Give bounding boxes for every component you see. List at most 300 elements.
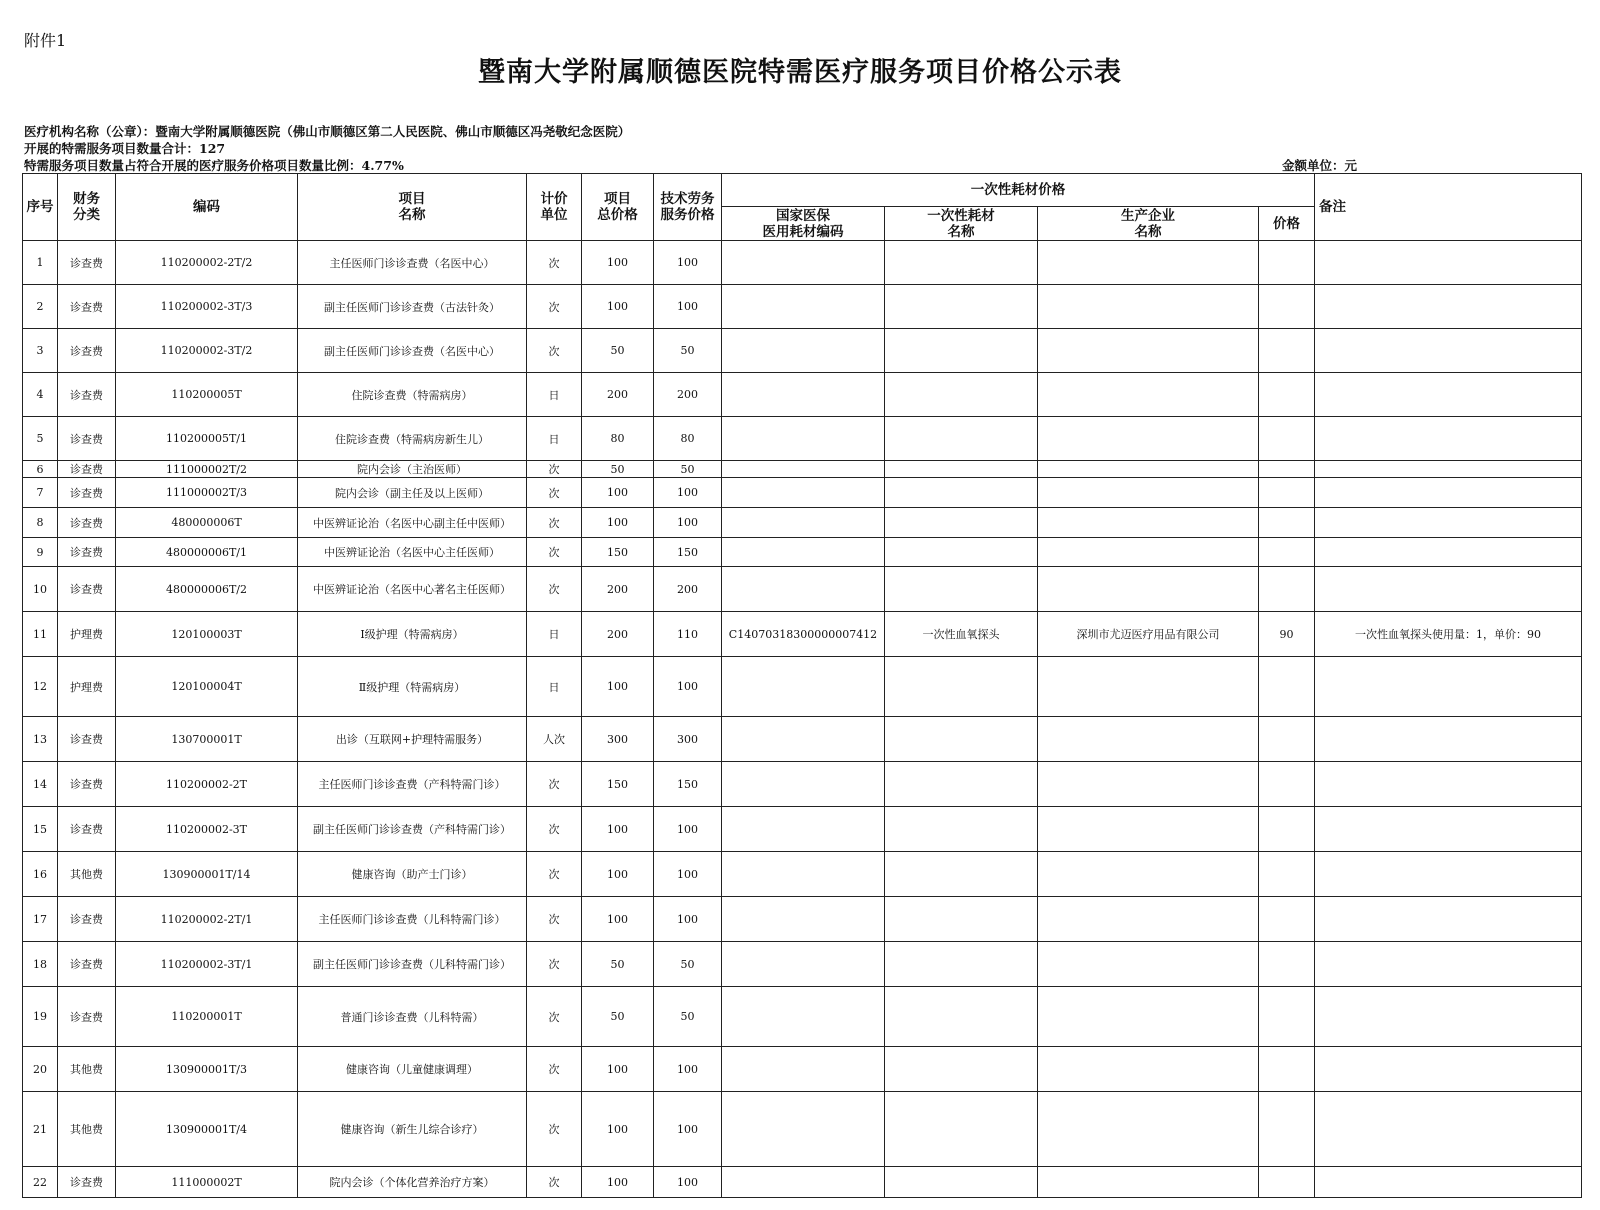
cell-category: 诊查费: [58, 897, 116, 942]
cell-category: 其他费: [58, 1047, 116, 1092]
cell-labor-price: 50: [654, 461, 722, 478]
cell-seq: 12: [23, 657, 58, 717]
item-count: 开展的特需服务项目数量合计：127: [24, 141, 226, 156]
cell-labor-price: 150: [654, 538, 722, 567]
cell-total-price: 100: [582, 807, 654, 852]
table-row: [23, 241, 1582, 285]
cell-remark: [1315, 478, 1582, 508]
cell-code: 120100004T: [116, 657, 298, 717]
cell-unit: 次: [527, 1092, 582, 1167]
cell-manufacturer: [1038, 417, 1259, 461]
cell-manufacturer: [1038, 717, 1259, 762]
cell-seq: 6: [23, 461, 58, 478]
cell-consumable-price: [1259, 717, 1315, 762]
cell-consumable-code: [722, 1047, 885, 1092]
cell-labor-price: 50: [654, 329, 722, 373]
cell-consumable-price: 90: [1259, 612, 1315, 657]
cell-total-price: 100: [582, 1092, 654, 1167]
cell-seq: 11: [23, 612, 58, 657]
cell-total-price: 300: [582, 717, 654, 762]
cell-labor-price: 150: [654, 762, 722, 807]
cell-consumable-code: [722, 538, 885, 567]
cell-manufacturer: [1038, 852, 1259, 897]
cell-remark: [1315, 461, 1582, 478]
cell-item-name: 中医辨证论治（名医中心著名主任医师）: [298, 567, 527, 612]
cell-code: 111000002T/2: [116, 461, 298, 478]
cell-code: 110200002-2T: [116, 762, 298, 807]
cell-category: 诊查费: [58, 461, 116, 478]
cell-consumable-name: [885, 897, 1038, 942]
cell-total-price: 150: [582, 538, 654, 567]
cell-item-name: 健康咨询（助产士门诊）: [298, 852, 527, 897]
cell-remark: [1315, 762, 1582, 807]
cell-consumable-code: [722, 461, 885, 478]
cell-total-price: 100: [582, 508, 654, 538]
cell-consumable-name: [885, 987, 1038, 1047]
cell-remark: [1315, 807, 1582, 852]
cell-remark: [1315, 567, 1582, 612]
cell-seq: 1: [23, 241, 58, 285]
cell-remark: [1315, 508, 1582, 538]
cell-remark: [1315, 417, 1582, 461]
cell-total-price: 200: [582, 373, 654, 417]
price-table: [22, 173, 1582, 1198]
cell-labor-price: 200: [654, 567, 722, 612]
header-item-name: 项目 名称: [298, 174, 527, 241]
cell-manufacturer: [1038, 461, 1259, 478]
cell-item-name: 住院诊查费（特需病房新生儿）: [298, 417, 527, 461]
cell-consumable-price: [1259, 417, 1315, 461]
cell-code: 110200002-3T: [116, 807, 298, 852]
table-row: [23, 567, 1582, 612]
cell-consumable-name: [885, 478, 1038, 508]
cell-manufacturer: [1038, 1092, 1259, 1167]
cell-consumable-name: [885, 241, 1038, 285]
table-row: [23, 807, 1582, 852]
cell-unit: 次: [527, 1167, 582, 1198]
cell-consumable-name: [885, 1047, 1038, 1092]
cell-manufacturer: [1038, 508, 1259, 538]
cell-consumable-name: [885, 657, 1038, 717]
cell-manufacturer: [1038, 807, 1259, 852]
cell-consumable-code: [722, 329, 885, 373]
table-row: [23, 1167, 1582, 1198]
item-ratio: 特需服务项目数量占符合开展的医疗服务价格项目数量比例：4.77%: [24, 158, 404, 173]
cell-unit: 人次: [527, 717, 582, 762]
cell-category: 其他费: [58, 852, 116, 897]
cell-unit: 日: [527, 417, 582, 461]
cell-code: 110200002-3T/3: [116, 285, 298, 329]
cell-code: 110200002-3T/1: [116, 942, 298, 987]
cell-total-price: 100: [582, 897, 654, 942]
cell-unit: 次: [527, 285, 582, 329]
cell-consumable-price: [1259, 478, 1315, 508]
cell-item-name: 健康咨询（儿童健康调理）: [298, 1047, 527, 1092]
cell-consumable-name: [885, 1167, 1038, 1198]
table-row: [23, 538, 1582, 567]
cell-seq: 8: [23, 508, 58, 538]
cell-consumable-price: [1259, 241, 1315, 285]
cell-item-name: 健康咨询（新生儿综合诊疗）: [298, 1092, 527, 1167]
header-consumables: 一次性耗材价格: [722, 174, 1315, 207]
cell-labor-price: 50: [654, 942, 722, 987]
cell-consumable-price: [1259, 1167, 1315, 1198]
cell-code: 110200002-2T/1: [116, 897, 298, 942]
cell-consumable-code: [722, 807, 885, 852]
cell-consumable-price: [1259, 461, 1315, 478]
cell-total-price: 100: [582, 285, 654, 329]
cell-consumable-code: [722, 478, 885, 508]
table-row: [23, 1092, 1582, 1167]
cell-remark: [1315, 657, 1582, 717]
cell-code: 120100003T: [116, 612, 298, 657]
table-row: [23, 1047, 1582, 1092]
cell-manufacturer: [1038, 478, 1259, 508]
table-row: [23, 717, 1582, 762]
cell-seq: 9: [23, 538, 58, 567]
table-row: [23, 417, 1582, 461]
cell-remark: [1315, 1167, 1582, 1198]
header-code: 编码: [116, 174, 298, 241]
cell-seq: 14: [23, 762, 58, 807]
cell-labor-price: 110: [654, 612, 722, 657]
cell-remark: [1315, 241, 1582, 285]
cell-total-price: 100: [582, 478, 654, 508]
table-row: [23, 461, 1582, 478]
cell-consumable-name: [885, 373, 1038, 417]
cell-consumable-code: [722, 567, 885, 612]
cell-consumable-price: [1259, 657, 1315, 717]
cell-consumable-name: [885, 717, 1038, 762]
cell-seq: 19: [23, 987, 58, 1047]
cell-total-price: 200: [582, 567, 654, 612]
cell-labor-price: 100: [654, 241, 722, 285]
cell-seq: 18: [23, 942, 58, 987]
cell-unit: 次: [527, 762, 582, 807]
table-row: [23, 897, 1582, 942]
cell-seq: 20: [23, 1047, 58, 1092]
cell-consumable-code: [722, 657, 885, 717]
cell-consumable-price: [1259, 373, 1315, 417]
cell-category: 诊查费: [58, 717, 116, 762]
cell-remark: [1315, 285, 1582, 329]
cell-category: 诊查费: [58, 329, 116, 373]
cell-unit: 次: [527, 538, 582, 567]
cell-consumable-code: [722, 762, 885, 807]
cell-seq: 17: [23, 897, 58, 942]
cell-seq: 21: [23, 1092, 58, 1167]
cell-code: 130900001T/14: [116, 852, 298, 897]
cell-manufacturer: [1038, 538, 1259, 567]
cell-seq: 3: [23, 329, 58, 373]
cell-manufacturer: [1038, 897, 1259, 942]
cell-remark: [1315, 897, 1582, 942]
cell-category: 诊查费: [58, 285, 116, 329]
cell-total-price: 100: [582, 852, 654, 897]
header-unit: 计价 单位: [527, 174, 582, 241]
cell-consumable-code: [722, 1167, 885, 1198]
cell-manufacturer: [1038, 329, 1259, 373]
table-row: [23, 478, 1582, 508]
cell-total-price: 150: [582, 762, 654, 807]
cell-unit: 日: [527, 657, 582, 717]
header-seq: 序号: [23, 174, 58, 241]
cell-seq: 5: [23, 417, 58, 461]
cell-labor-price: 80: [654, 417, 722, 461]
cell-code: 110200002-2T/2: [116, 241, 298, 285]
cell-consumable-code: [722, 373, 885, 417]
table-row: [23, 987, 1582, 1047]
cell-item-name: Ⅰ级护理（特需病房）: [298, 612, 527, 657]
cell-labor-price: 100: [654, 285, 722, 329]
cell-labor-price: 100: [654, 657, 722, 717]
page-title: 暨南大学附属顺德医院特需医疗服务项目价格公示表: [478, 57, 1122, 88]
cell-remark: [1315, 717, 1582, 762]
cell-labor-price: 100: [654, 897, 722, 942]
cell-seq: 13: [23, 717, 58, 762]
cell-consumable-code: [722, 508, 885, 538]
cell-consumable-price: [1259, 1092, 1315, 1167]
cell-total-price: 50: [582, 461, 654, 478]
cell-item-name: 院内会诊（主治医师）: [298, 461, 527, 478]
table-row: [23, 942, 1582, 987]
cell-item-name: 中医辨证论治（名医中心副主任中医师）: [298, 508, 527, 538]
cell-manufacturer: [1038, 567, 1259, 612]
cell-item-name: 副主任医师门诊诊查费（古法针灸）: [298, 285, 527, 329]
cell-labor-price: 100: [654, 478, 722, 508]
cell-manufacturer: [1038, 657, 1259, 717]
table-row: [23, 762, 1582, 807]
cell-consumable-code: [722, 417, 885, 461]
header-remark: 备注: [1315, 174, 1582, 241]
cell-category: 其他费: [58, 1092, 116, 1167]
cell-consumable-name: [885, 567, 1038, 612]
cell-seq: 16: [23, 852, 58, 897]
cell-consumable-code: [722, 241, 885, 285]
cell-unit: 次: [527, 987, 582, 1047]
cell-remark: [1315, 373, 1582, 417]
cell-item-name: 主任医师门诊诊查费（儿科特需门诊）: [298, 897, 527, 942]
cell-consumable-name: [885, 942, 1038, 987]
cell-category: 诊查费: [58, 417, 116, 461]
cell-manufacturer: [1038, 1047, 1259, 1092]
cell-consumable-code: [722, 717, 885, 762]
cell-item-name: 院内会诊（个体化营养治疗方案）: [298, 1167, 527, 1198]
cell-item-name: 出诊（互联网+护理特需服务）: [298, 717, 527, 762]
cell-code: 130900001T/3: [116, 1047, 298, 1092]
institution-name: 医疗机构名称（公章）：暨南大学附属顺德医院（佛山市顺德区第二人民医院、佛山市顺德区冯尧敬纪念医院）: [24, 124, 631, 139]
cell-remark: [1315, 1047, 1582, 1092]
cell-item-name: 普通门诊诊查费（儿科特需）: [298, 987, 527, 1047]
cell-unit: 日: [527, 612, 582, 657]
cell-unit: 次: [527, 508, 582, 538]
cell-total-price: 100: [582, 657, 654, 717]
cell-item-name: Ⅱ级护理（特需病房）: [298, 657, 527, 717]
cell-item-name: 主任医师门诊诊查费（产科特需门诊）: [298, 762, 527, 807]
cell-code: 110200001T: [116, 987, 298, 1047]
cell-total-price: 50: [582, 942, 654, 987]
cell-consumable-price: [1259, 897, 1315, 942]
cell-consumable-code: [722, 1092, 885, 1167]
cell-labor-price: 200: [654, 373, 722, 417]
cell-total-price: 100: [582, 241, 654, 285]
cell-unit: 次: [527, 567, 582, 612]
cell-category: 诊查费: [58, 942, 116, 987]
cell-seq: 15: [23, 807, 58, 852]
cell-item-name: 住院诊查费（特需病房）: [298, 373, 527, 417]
currency-unit: 金额单位：元: [1282, 158, 1358, 173]
cell-consumable-price: [1259, 942, 1315, 987]
cell-item-name: 副主任医师门诊诊查费（名医中心）: [298, 329, 527, 373]
cell-consumable-name: [885, 508, 1038, 538]
cell-consumable-price: [1259, 1047, 1315, 1092]
cell-remark: [1315, 329, 1582, 373]
cell-code: 130900001T/4: [116, 1092, 298, 1167]
cell-consumable-price: [1259, 508, 1315, 538]
cell-consumable-name: [885, 285, 1038, 329]
cell-consumable-name: [885, 762, 1038, 807]
cell-category: 诊查费: [58, 373, 116, 417]
cell-category: 诊查费: [58, 478, 116, 508]
cell-manufacturer: [1038, 285, 1259, 329]
cell-labor-price: 100: [654, 1047, 722, 1092]
table-row: [23, 373, 1582, 417]
cell-manufacturer: [1038, 1167, 1259, 1198]
cell-remark: [1315, 942, 1582, 987]
table-row: [23, 852, 1582, 897]
cell-category: 诊查费: [58, 538, 116, 567]
cell-code: 110200005T/1: [116, 417, 298, 461]
cell-remark: [1315, 852, 1582, 897]
cell-unit: 次: [527, 897, 582, 942]
cell-remark: [1315, 987, 1582, 1047]
cell-unit: 次: [527, 241, 582, 285]
cell-item-name: 院内会诊（副主任及以上医师）: [298, 478, 527, 508]
cell-code: 111000002T/3: [116, 478, 298, 508]
cell-consumable-code: [722, 897, 885, 942]
cell-category: 护理费: [58, 612, 116, 657]
cell-remark: 一次性血氧探头使用量：1，单价：90: [1315, 612, 1582, 657]
cell-unit: 次: [527, 329, 582, 373]
cell-consumable-name: 一次性血氧探头: [885, 612, 1038, 657]
cell-category: 诊查费: [58, 241, 116, 285]
cell-total-price: 80: [582, 417, 654, 461]
cell-code: 110200002-3T/2: [116, 329, 298, 373]
header-consumable-code: 国家医保 医用耗材编码: [722, 207, 885, 241]
table-row: [23, 329, 1582, 373]
cell-consumable-price: [1259, 807, 1315, 852]
cell-labor-price: 100: [654, 1167, 722, 1198]
cell-unit: 次: [527, 852, 582, 897]
cell-seq: 7: [23, 478, 58, 508]
header-total-price: 项目 总价格: [582, 174, 654, 241]
cell-consumable-price: [1259, 987, 1315, 1047]
table-row: [23, 657, 1582, 717]
header-category: 财务 分类: [58, 174, 116, 241]
header-manufacturer: 生产企业 名称: [1038, 207, 1259, 241]
cell-code: 111000002T: [116, 1167, 298, 1198]
cell-code: 480000006T/1: [116, 538, 298, 567]
cell-consumable-name: [885, 329, 1038, 373]
cell-code: 480000006T/2: [116, 567, 298, 612]
cell-total-price: 200: [582, 612, 654, 657]
cell-item-name: 中医辨证论治（名医中心主任医师）: [298, 538, 527, 567]
cell-labor-price: 100: [654, 508, 722, 538]
cell-total-price: 50: [582, 987, 654, 1047]
cell-consumable-price: [1259, 329, 1315, 373]
cell-consumable-price: [1259, 852, 1315, 897]
cell-category: 护理费: [58, 657, 116, 717]
table-row: [23, 508, 1582, 538]
cell-category: 诊查费: [58, 567, 116, 612]
table-row: [23, 285, 1582, 329]
cell-seq: 2: [23, 285, 58, 329]
cell-manufacturer: [1038, 762, 1259, 807]
cell-consumable-name: [885, 852, 1038, 897]
cell-unit: 次: [527, 942, 582, 987]
cell-unit: 次: [527, 461, 582, 478]
cell-consumable-code: [722, 942, 885, 987]
cell-consumable-code: [722, 852, 885, 897]
cell-consumable-code: [722, 987, 885, 1047]
attachment-label: 附件1: [24, 31, 67, 50]
cell-code: 130700001T: [116, 717, 298, 762]
cell-manufacturer: [1038, 987, 1259, 1047]
cell-consumable-code: C14070318300000007412: [722, 612, 885, 657]
cell-consumable-name: [885, 1092, 1038, 1167]
cell-manufacturer: 深圳市尤迈医疗用品有限公司: [1038, 612, 1259, 657]
cell-category: 诊查费: [58, 508, 116, 538]
cell-seq: 4: [23, 373, 58, 417]
cell-unit: 次: [527, 807, 582, 852]
header-labor-price: 技术劳务 服务价格: [654, 174, 722, 241]
cell-labor-price: 50: [654, 987, 722, 1047]
cell-item-name: 副主任医师门诊诊查费（产科特需门诊）: [298, 807, 527, 852]
cell-labor-price: 100: [654, 852, 722, 897]
cell-labor-price: 300: [654, 717, 722, 762]
cell-item-name: 副主任医师门诊诊查费（儿科特需门诊）: [298, 942, 527, 987]
cell-total-price: 100: [582, 1047, 654, 1092]
table-row: [23, 612, 1582, 657]
cell-category: 诊查费: [58, 807, 116, 852]
cell-consumable-price: [1259, 285, 1315, 329]
cell-consumable-name: [885, 538, 1038, 567]
cell-remark: [1315, 538, 1582, 567]
cell-seq: 10: [23, 567, 58, 612]
cell-consumable-price: [1259, 567, 1315, 612]
cell-total-price: 50: [582, 329, 654, 373]
cell-unit: 次: [527, 1047, 582, 1092]
cell-consumable-code: [722, 285, 885, 329]
cell-consumable-price: [1259, 762, 1315, 807]
cell-code: 480000006T: [116, 508, 298, 538]
cell-item-name: 主任医师门诊诊查费（名医中心）: [298, 241, 527, 285]
cell-manufacturer: [1038, 241, 1259, 285]
header-consumable-name: 一次性耗材 名称: [885, 207, 1038, 241]
cell-category: 诊查费: [58, 762, 116, 807]
cell-total-price: 100: [582, 1167, 654, 1198]
cell-manufacturer: [1038, 942, 1259, 987]
cell-unit: 日: [527, 373, 582, 417]
cell-manufacturer: [1038, 373, 1259, 417]
cell-category: 诊查费: [58, 987, 116, 1047]
cell-code: 110200005T: [116, 373, 298, 417]
cell-consumable-price: [1259, 538, 1315, 567]
cell-consumable-name: [885, 417, 1038, 461]
cell-consumable-name: [885, 461, 1038, 478]
cell-labor-price: 100: [654, 1092, 722, 1167]
cell-labor-price: 100: [654, 807, 722, 852]
